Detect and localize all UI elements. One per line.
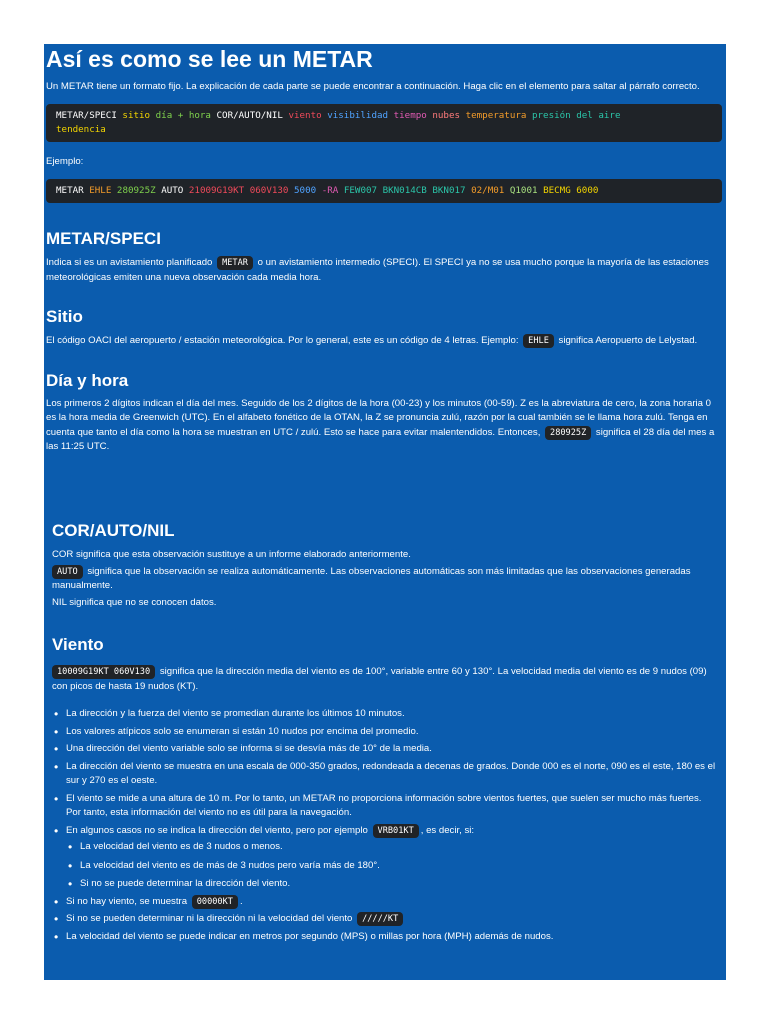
- bullet-text: Si no hay viento, se muestra: [66, 895, 188, 907]
- bullet-text: , es decir, si:: [420, 824, 475, 836]
- format-line-1: [56, 109, 712, 123]
- code-token[interactable]: BECMG 6000: [543, 185, 599, 196]
- code-metar: METAR: [217, 256, 253, 270]
- bullet-text: Si no se pueden determinar ni la dirección ni la velocidad del viento: [66, 913, 353, 924]
- example-line: [56, 184, 712, 198]
- wind-sub-list: [52, 840, 718, 892]
- code-token[interactable]: AUTO: [161, 185, 184, 196]
- format-line-2: [56, 123, 712, 137]
- format-code-block: [46, 104, 722, 142]
- bullet-text: En algunos casos no se indica la dirección del viento, pero por ejemplo: [66, 824, 368, 836]
- code-token[interactable]: FEW007 BKN014CB BKN017: [343, 185, 466, 196]
- code-token[interactable]: 280925Z: [116, 185, 156, 196]
- list-item: • Una dirección del viento variable solo se informa si se desvía más de 10° de la media.: [52, 742, 718, 757]
- list-item: • La dirección y la fuerza del viento se promedian durante los últimos 10 minutos.: [52, 707, 718, 722]
- example-code-block: [46, 179, 722, 203]
- code-token[interactable]: tendencia: [56, 123, 106, 135]
- cor-line-2: [52, 565, 718, 594]
- code-token[interactable]: 02/M01: [471, 185, 505, 196]
- code-280925z: 280925Z: [545, 426, 591, 440]
- code-token[interactable]: nubes: [432, 109, 461, 121]
- list-item: • La velocidad del viento se puede indicar en metros por segundo (MPS) o millas por hora (MPH) además de nudos.: [52, 930, 718, 945]
- code-token[interactable]: temperatura: [465, 109, 527, 121]
- code-token[interactable]: -RA: [321, 185, 339, 196]
- code-token[interactable]: EHLE: [89, 185, 112, 196]
- code-token[interactable]: 21009G19KT 060V130: [188, 185, 289, 196]
- viento-intro-text: significa que la dirección media del viento es de 100°, variable entre 60 y 130°. La velocidad media del viento es de 9 nudos (09) con picos de hasta 19 nudos (KT).: [52, 666, 707, 692]
- section-heading-sitio: Sitio: [46, 307, 83, 326]
- code-token[interactable]: día + hora: [155, 109, 211, 121]
- example-label: Ejemplo:: [46, 155, 84, 167]
- list-item: • La velocidad del viento es de más de 3 nudos pero varía más de 180°.: [52, 859, 718, 874]
- code-00000kt: 00000KT: [192, 895, 238, 909]
- list-item: • Si no se puede determinar la dirección del viento.: [52, 877, 718, 892]
- list-item: [52, 824, 718, 839]
- viento-intro: [52, 665, 718, 694]
- code-token[interactable]: 5000: [294, 185, 317, 196]
- wind-bullet-list: [52, 707, 718, 838]
- wind-bullet-list-2: [52, 895, 718, 945]
- content-panel-bottom: [44, 517, 726, 980]
- sitio-text-before: El código OACI del aeropuerto / estación meteorológica. Por lo general, este es un código de 4 letras. Ejemplo:: [46, 335, 519, 346]
- metar-speci-text: [46, 256, 722, 285]
- code-token[interactable]: COR/AUTO/NIL: [216, 109, 283, 121]
- code-token[interactable]: METAR: [56, 185, 84, 196]
- code-token[interactable]: tiempo: [393, 109, 427, 121]
- code-token[interactable]: METAR/SPECI: [56, 109, 117, 121]
- section-heading-dia-hora: Día y hora: [46, 370, 129, 390]
- code-token[interactable]: sitio: [122, 109, 151, 121]
- section-heading-viento: Viento: [52, 635, 104, 654]
- code-token[interactable]: visibilidad: [327, 109, 389, 121]
- sitio-text: [46, 334, 722, 349]
- code-ehle: EHLE: [523, 334, 554, 348]
- metar-speci-text-after: o un avistamiento intermedio (SPECI). El SPECI ya no se usa mucho porque la mayoría de las estaciones meteorológicas emiten una nueva observación cada media hora.: [46, 257, 709, 283]
- page-title: Así es como se lee un METAR: [46, 46, 373, 72]
- cor-line-1: COR significa que esta observación sustituye a un informe elaborado anteriormente.: [52, 549, 411, 560]
- list-item: • Los valores atípicos solo se enumeran si están 10 nudos por encima del promedio.: [52, 725, 718, 740]
- sitio-text-after: significa Aeropuerto de Lelystad.: [558, 335, 698, 346]
- section-heading-metar-speci: METAR/SPECI: [46, 229, 161, 248]
- cor-line-3: NIL significa que no se conocen datos.: [52, 596, 217, 608]
- dia-hora-text-after: significa el 28 día del mes a las 11:25 UTC.: [46, 426, 715, 452]
- code-token[interactable]: presión del aire: [531, 109, 621, 121]
- metar-speci-text-before: Indica si es un avistamiento planificado: [46, 257, 213, 268]
- code-auto: AUTO: [52, 565, 83, 579]
- code-vrb01kt: VRB01KT: [373, 824, 419, 838]
- dia-hora-text-before: Los primeros 2 dígitos indican el día del mes. Seguido de los 2 dígitos de la hora (00-23) y los minutos (00-59). Z es la abreviatura de cero, la zona horaria 0 es la hora media de Greenwich (UTC). En el alfabeto fonético de la OTAN, la Z se pronuncia zulú, razón por la cual también se le llama hora zulú. Tenga en cuenta que tanto el día como la hora se muestran en UTC / zulú. Esto se hace para evitar malentendidos. Entonces,: [46, 397, 711, 438]
- list-item: • La dirección del viento se muestra en una escala de 000-350 grados, redondeada a decenas de grados. Donde 000 es el norte, 090 es el este, 180 es el sur y 270 es el oeste.: [52, 760, 718, 789]
- code-unknown-wind: /////KT: [357, 912, 403, 926]
- content-panel-top: [44, 44, 726, 517]
- code-token[interactable]: Q1001: [509, 185, 538, 196]
- bullet-text: .: [239, 895, 243, 907]
- list-item: • El viento se mide a una altura de 10 m. Por lo tanto, un METAR no proporciona información sobre vientos fuertes, que suelen ser mucho más fuertes. Por tanto, esta información del viento no es útil para la navegación.: [52, 792, 718, 821]
- cor-line-2-text: significa que la observación se realiza automáticamente. Las observaciones automáticas son más limitadas que las observaciones generadas manualmente.: [52, 565, 691, 591]
- list-item: • La velocidad del viento es de 3 nudos o menos.: [52, 840, 718, 855]
- dia-hora-text: [46, 397, 722, 455]
- intro-text: Un METAR tiene un formato fijo. La explicación de cada parte se puede encontrar a continuación. Haga clic en el elemento para saltar al párrafo correcto.: [46, 81, 700, 92]
- section-heading-cor-auto-nil: COR/AUTO/NIL: [52, 521, 175, 540]
- list-item: [52, 912, 718, 927]
- code-token[interactable]: viento: [288, 109, 322, 121]
- code-wind-example: 10009G19KT 060V130: [52, 665, 155, 679]
- list-item: [52, 895, 718, 910]
